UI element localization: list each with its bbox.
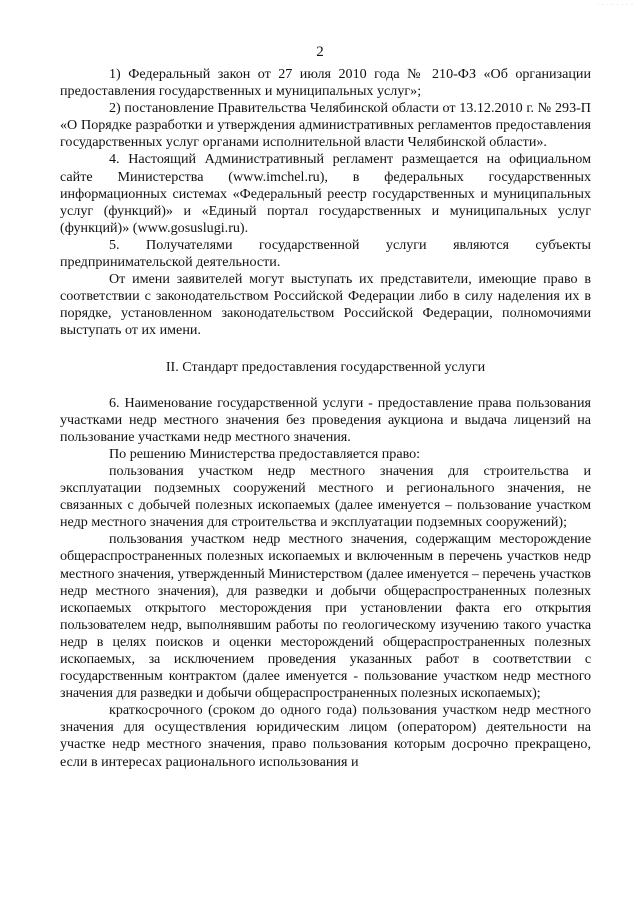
- paragraph-item-6-service-name: 6. Наименование государственной услуги - предоставление права пользования участками недр местного значения без проведения аукциона и выдача лицензий на пользование участками недр местного значения.: [60, 394, 591, 445]
- section-heading: II. Стандарт предоставления государственной услуги: [165, 358, 486, 375]
- paragraph-item-4-publication: 4. Настоящий Административный регламент размещается на официальном сайте Министерства (www.imchel.ru), в федеральных государственных информационных системах «Федеральный реестр государственных и муниципальных услуг (функций)» и «Единый портал государственных и муниципальных услуг (функций)» (www.gosuslugi.ru).: [60, 151, 591, 236]
- paragraph-federal-law: 1) Федеральный закон от 27 июля 2010 года № 210-ФЗ «Об организации предоставления государственных и муниципальных услуг»;: [60, 66, 591, 100]
- paragraph-representatives: От имени заявителей могут выступать их представители, имеющие право в соответствии с законодательством Российской Федерации либо в силу наделения их в порядке, установленном законодательством Российской Федерации, полномочиями выступать от их имени.: [60, 271, 591, 339]
- document-body: [60, 66, 591, 771]
- paragraph-ministry-decision: По решению Министерства предоставляется право:: [109, 445, 421, 462]
- paragraph-item-5-recipients: 5. Получателями государственной услуги являются субъекты предпринимательской деятельности.: [60, 236, 591, 271]
- paragraph-short-term-use: краткосрочного (сроком до одного года) пользования участком недр местного значения для осуществления юридическим лицом (оператором) деятельности на участке недр местного значения, право пользования которым досрочно прекращено, если в интересах рационального использования и: [60, 702, 591, 770]
- paragraph-exploration-extraction: пользования участком недр местного значения, содержащим месторождение общераспространенных полезных ископаемых и включенным в перечень участков недр местного значения, утвержденный Министерством (далее именуется – перечень участков недр местного значения), для разведки и добычи общераспространенных полезных ископаемых открытого месторождения при установлении факта его открытия пользователем недр, выполнявшим работы по геологическому изучению такого участка недр в целях поисков и оценки месторождений общераспространенных полезных ископаемых, за исключением проведения указанных работ в соответствии с государственным контрактом (далее именуется - пользование участком недр местного значения для разведки и добычи общераспространенных полезных ископаемых);: [60, 531, 591, 702]
- paragraph-regional-resolution: 2) постановление Правительства Челябинской области от 13.12.2010 г. № 293-П «О Порядке разработки и утверждения административных регламентов предоставления государственных услуг органами исполнительной власти Челябинской области».: [60, 100, 591, 151]
- page-number: 2: [316, 44, 324, 60]
- scan-corner-mark: - - - - - - - -: [596, 3, 634, 8]
- paragraph-underground-structures: пользования участком недр местного значения для строительства и эксплуатации подземных сооружений местного и регионального значения, не связанных с добычей полезных ископаемых (далее именуется – пользование участком недр местного значения для строительства и эксплуатации подземных сооружений);: [60, 462, 591, 531]
